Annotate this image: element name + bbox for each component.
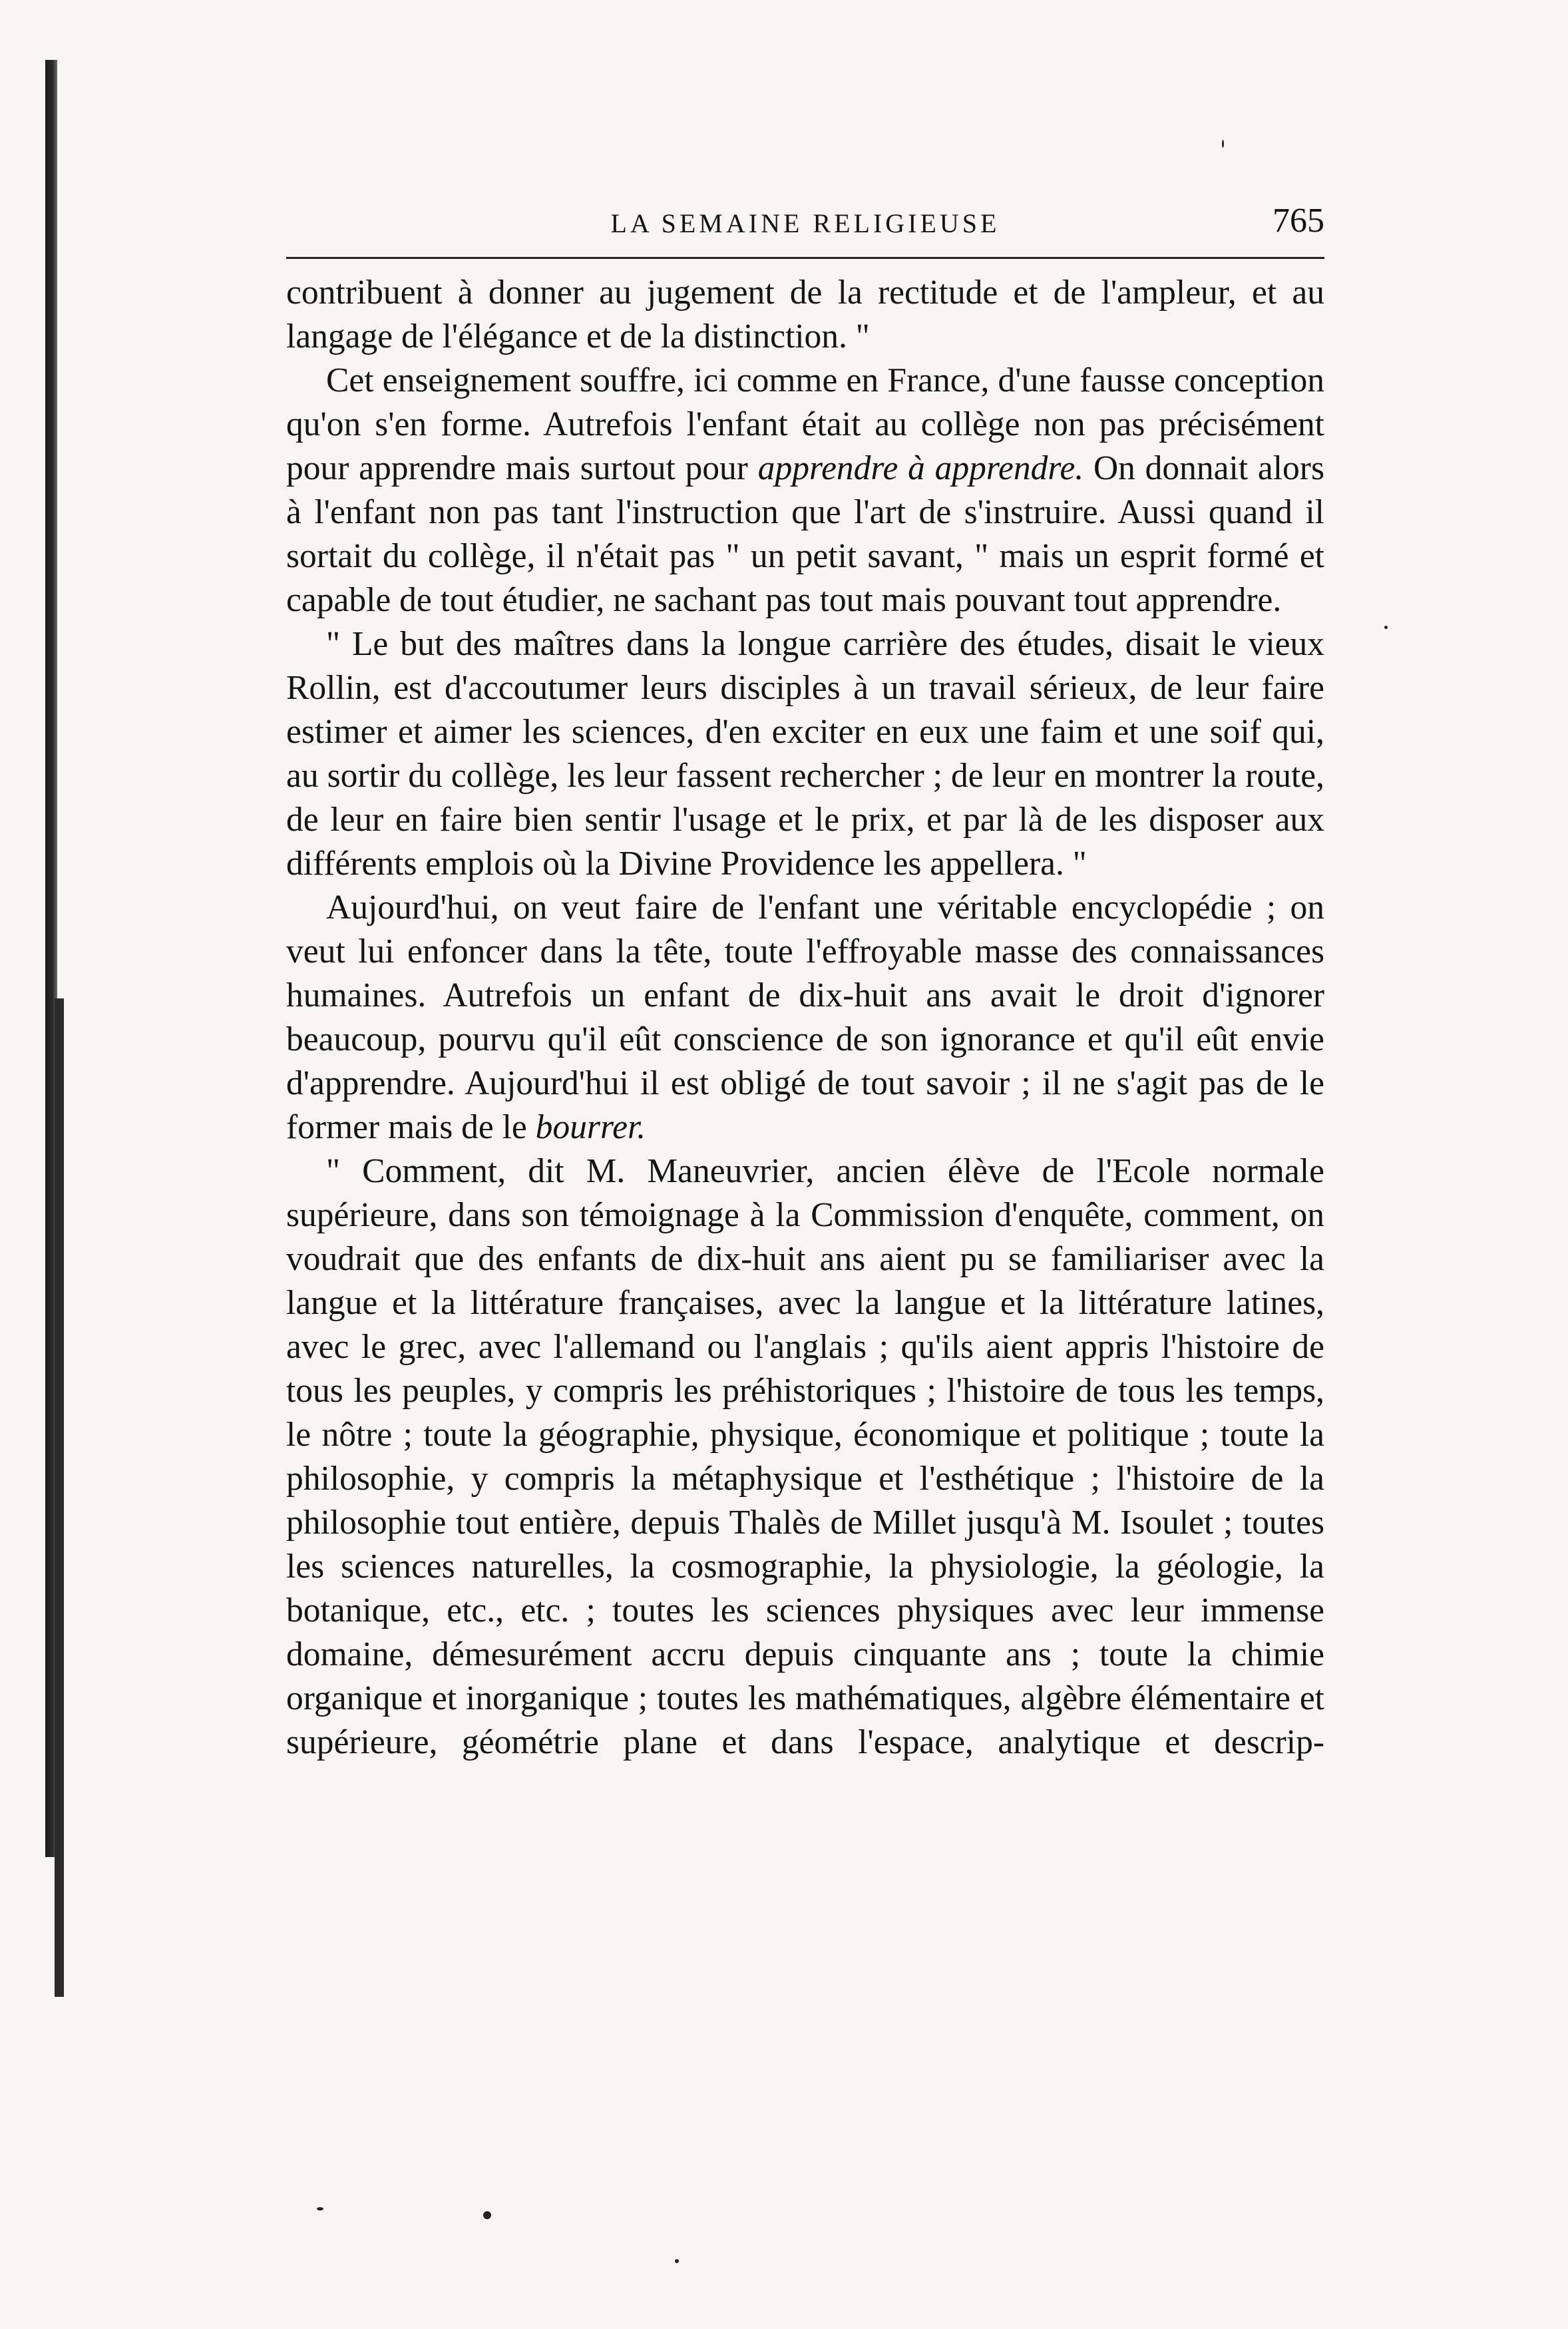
print-speck: [1222, 140, 1224, 148]
text-run: " Le but des maîtres dans la longue carrière des études, disait le vieux Rollin, est d'accoutumer leurs disciples à un travail sérieux, de leur faire estimer et aimer les sciences, d'en exciter en eux une faim et une soif qui, au sortir du collège, les leur fassent rechercher ; de leur en montrer la route, de leur en faire bien sentir l'usage et le prix, et par là de les disposer aux différents emplois où la Divine Providence les appellera. ": [286, 625, 1324, 883]
running-header: [286, 200, 1324, 253]
paragraph: [286, 622, 1324, 886]
print-speck: [483, 2211, 491, 2219]
header-rule: [286, 257, 1324, 259]
text-run: Cet enseignement souffre, ici comme en France, d'une fausse conception qu'on s'en forme. Autrefois l'enfant était au collège non pas précisément pour apprendre mais surtout pour: [286, 361, 1324, 487]
running-title: LA SEMAINE RELIGIEUSE: [610, 208, 1000, 238]
paragraph: [286, 359, 1324, 622]
text-run: On donnait alors à l'enfant non pas tant l'instruction que l'art de s'instruire. Aussi quand il sortait du collège, il n'était pas " un petit savant, " mais un esprit formé et capable de tout étudier, ne sachant pas tout mais pouvant tout apprendre.: [286, 449, 1324, 619]
print-speck: [675, 2259, 679, 2263]
print-speck: [1384, 626, 1388, 629]
italic-text: bourrer.: [535, 1108, 646, 1146]
book-page: [286, 200, 1324, 1765]
body-text: [286, 271, 1324, 1765]
page-number: 765: [1273, 202, 1324, 240]
paragraph: [286, 886, 1324, 1150]
print-speck: [317, 2207, 323, 2211]
text-run: " Comment, dit M. Maneuvrier, ancien élève de l'Ecole normale supérieure, dans son témoignage à la Commission d'enquête, comment, on voudrait que des enfants de dix-huit ans aient pu se familiariser avec la langue et la littérature françaises, avec la langue et la littérature latines, avec le grec, avec l'allemand ou l'anglais ; qu'ils aient appris l'histoire de tous les peuples, y compris les préhistoriques ; l'histoire de tous les temps, le nôtre ; toute la géographie, physique, économique et politique ; toute la philosophie, y compris la métaphysique et l'esthétique ; l'histoire de la philosophie tout entière, depuis Thalès de Millet jusqu'à M. Isoulet ; toutes les sciences naturelles, la cosmographie, la physiologie, la géologie, la botanique, etc., etc. ; toutes les sciences physiques avec leur immense domaine, démesurément accru depuis cinquante ans ; toute la chimie organique et inorganique ; toutes les mathématiques, algèbre élémentaire et supérieure, géométrie plane et dans l'espace, analytique et descrip-: [286, 1152, 1324, 1761]
text-run: Aujourd'hui, on veut faire de l'enfant une véritable encyclopédie ; on veut lui enfoncer dans la tête, toute l'effroyable masse des connaissances humaines. Autrefois un enfant de dix-huit ans avait le droit d'ignorer beaucoup, pourvu qu'il eût conscience de son ignorance et qu'il eût envie d'apprendre. Aujourd'hui il est obligé de tout savoir ; il ne s'agit pas de le former mais de le: [286, 889, 1324, 1146]
text-run: contribuent à donner au jugement de la rectitude et de l'ampleur, et au langage de l'élégance et de la distinction. ": [286, 274, 1324, 355]
italic-text: apprendre à apprendre.: [757, 449, 1084, 487]
paragraph: [286, 271, 1324, 359]
page-binding-shadow-lower: [55, 998, 64, 1997]
paragraph: [286, 1150, 1324, 1765]
